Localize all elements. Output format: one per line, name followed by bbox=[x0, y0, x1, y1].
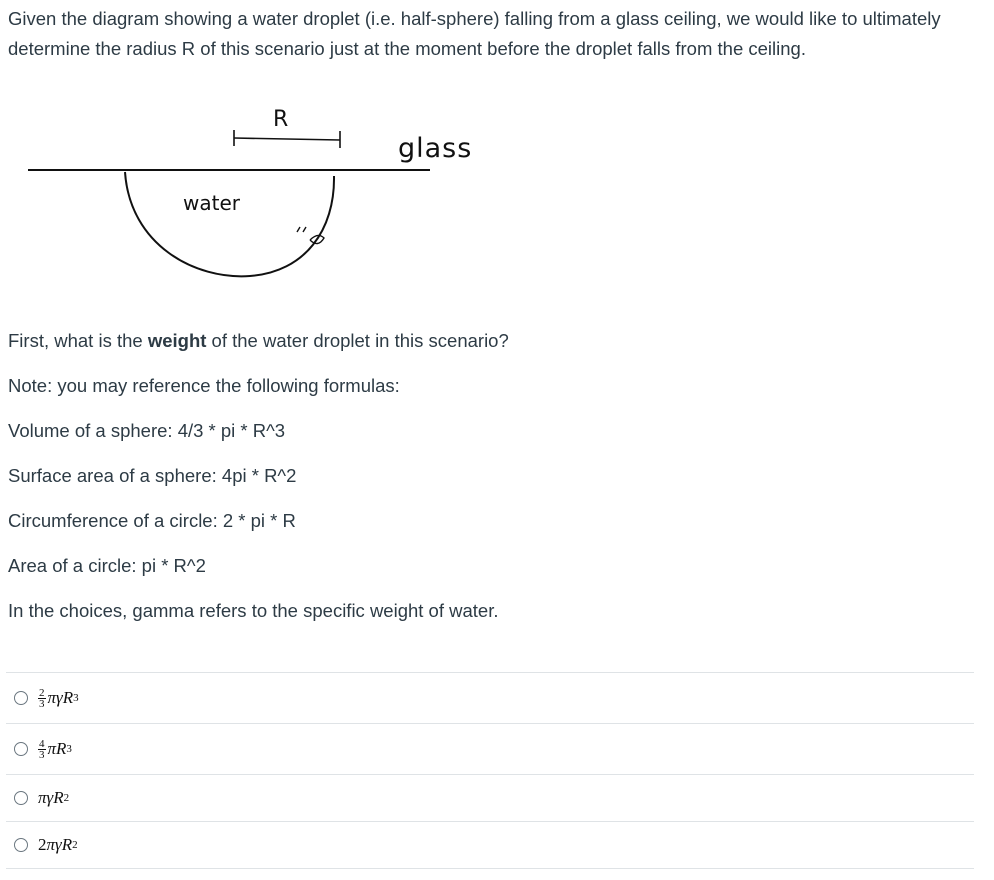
radio-button[interactable] bbox=[14, 742, 28, 756]
choice-formula: $\frac{2}{3}$ πγR 3 bbox=[39, 686, 79, 710]
droplet-diagram bbox=[0, 95, 520, 295]
intro-text: Given the diagram showing a water droplet (i.e. half-sphere) falling from a glass ceiling, we would like to ultimately determine the radius R of this scenario just at the moment before the droplet falls from the ceiling. bbox=[8, 8, 941, 59]
radius-dimension-line bbox=[234, 138, 340, 140]
formula-circle-circumference: Circumference of a circle: 2 * pi * R bbox=[8, 510, 296, 531]
label-r: R bbox=[273, 107, 289, 132]
answer-choice[interactable] bbox=[6, 672, 974, 723]
answer-choice[interactable] bbox=[6, 821, 974, 869]
answer-choice[interactable] bbox=[6, 723, 974, 774]
choice-formula: $\frac{4}{3}$ πR 3 bbox=[39, 737, 72, 761]
answer-choice[interactable] bbox=[6, 774, 974, 821]
formula-sphere-volume: Volume of a sphere: 4/3 * pi * R^3 bbox=[8, 420, 286, 441]
radio-button[interactable] bbox=[14, 691, 28, 705]
droplet-arc bbox=[125, 172, 334, 276]
question-emphasis: weight bbox=[147, 330, 207, 351]
fraction: $\frac{2}{3}$ bbox=[39, 686, 45, 710]
fraction: $\frac{4}{3}$ bbox=[39, 737, 45, 761]
radio-button[interactable] bbox=[14, 791, 28, 805]
choice-formula: 2 πγR 2 bbox=[38, 835, 78, 854]
gamma-note: In the choices, gamma refers to the specific weight of water. bbox=[8, 600, 499, 621]
formula-circle-area: Area of a circle: pi * R^2 bbox=[8, 555, 206, 576]
label-water: water bbox=[183, 191, 240, 215]
formula-note: Note: you may reference the following formulas: bbox=[8, 375, 400, 396]
answer-choices bbox=[6, 672, 974, 869]
formula-sphere-surface: Surface area of a sphere: 4pi * R^2 bbox=[8, 465, 297, 486]
question-text: First, what is the weight of the water droplet in this scenario? bbox=[8, 330, 509, 351]
choice-formula: πγR 2 bbox=[38, 788, 70, 807]
label-glass: glass bbox=[398, 133, 473, 164]
radio-button[interactable] bbox=[14, 838, 28, 852]
drip-mark bbox=[297, 227, 324, 244]
